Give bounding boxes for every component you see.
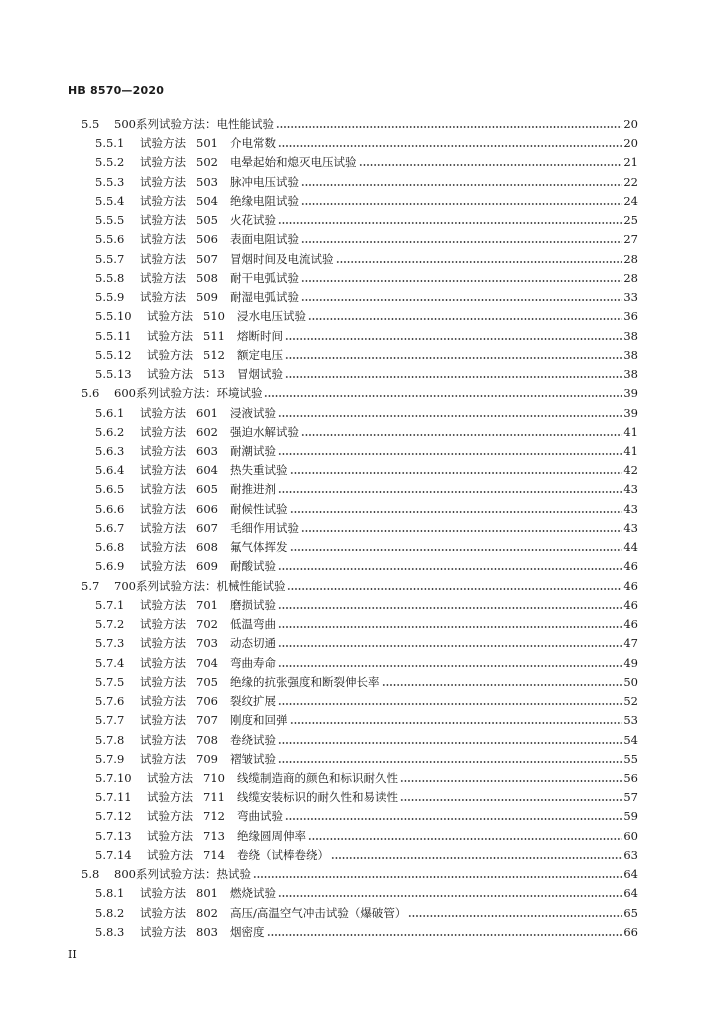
toc-entry-method-code: 713 — [203, 828, 225, 843]
toc-entry-page-number: 39 — [623, 386, 638, 401]
toc-entry — [0, 365, 638, 384]
toc-entry-method-code: 606 — [196, 501, 218, 516]
toc-entry-title: 刚度和回弹 — [230, 713, 288, 728]
toc-leader-dots — [290, 538, 623, 557]
toc-entry-title: 线缆安装标识的耐久性和易读性 — [237, 790, 398, 805]
toc-leader-dots — [285, 346, 622, 365]
toc-entry-label: 试验方法 — [140, 732, 186, 747]
toc-entry-title: 介电常数 — [230, 136, 276, 151]
toc-entry-method-code: 803 — [196, 924, 218, 939]
toc-entry-label: 试验方法 — [140, 751, 186, 766]
toc-leader-dots — [382, 673, 623, 692]
toc-leader-dots — [308, 307, 622, 326]
toc-leader-dots — [278, 134, 622, 153]
toc-entry-number: 5.7 — [81, 578, 100, 593]
toc-entry-number: 5.5 — [81, 117, 100, 131]
toc-leader-dots — [276, 115, 622, 134]
toc-entry-title: 熔断时间 — [237, 328, 283, 343]
toc-entry — [0, 153, 638, 172]
toc-entry-label: 试验方法 — [147, 328, 193, 343]
toc-entry-title: 高压/高温空气冲击试验（爆破管） — [230, 905, 407, 920]
toc-leader-dots — [408, 904, 622, 923]
toc-entry — [0, 769, 638, 788]
toc-entry-number: 5.7.14 — [95, 847, 132, 862]
toc-entry-label: 试验方法 — [140, 136, 186, 151]
toc-entry-label: 试验方法 — [140, 655, 186, 670]
toc-entry-title: 烟密度 — [230, 924, 265, 939]
toc-section-entry — [0, 865, 638, 884]
toc-entry-label: 试验方法 — [140, 443, 186, 458]
toc-entry-page-number: 66 — [623, 924, 638, 939]
toc-leader-dots — [301, 173, 622, 192]
toc-entry-method-code: 603 — [196, 443, 218, 458]
toc-entry-label: 试验方法 — [140, 886, 186, 901]
toc-entry-number: 5.8.1 — [95, 886, 125, 901]
toc-entry-page-number: 46 — [623, 617, 638, 632]
toc-entry — [0, 846, 638, 865]
toc-section-entry — [0, 577, 638, 596]
toc-entry-page-number: 24 — [623, 193, 638, 208]
toc-entry-label: 试验方法 — [147, 367, 193, 382]
toc-entry — [0, 480, 638, 499]
toc-leader-dots — [278, 404, 622, 423]
toc-leader-dots — [278, 442, 622, 461]
toc-leader-dots — [267, 923, 623, 942]
toc-entry-page-number: 64 — [623, 867, 638, 882]
toc-entry-number: 5.6.3 — [95, 443, 125, 458]
toc-leader-dots — [400, 788, 622, 807]
toc-entry-title: 热失重试验 — [230, 463, 288, 478]
toc-entry-method-code: 702 — [196, 617, 218, 632]
toc-entry-method-code: 509 — [196, 290, 218, 305]
toc-entry-method-code: 602 — [196, 424, 218, 439]
toc-entry-title: 700系列试验方法：机械性能试验 — [114, 578, 286, 593]
toc-entry-title: 氟气体挥发 — [230, 540, 288, 555]
toc-entry — [0, 307, 638, 326]
toc-leader-dots — [285, 327, 622, 346]
toc-entry-method-code: 708 — [196, 732, 218, 747]
toc-entry-title: 冒烟时间及电流试验 — [230, 251, 334, 266]
toc-entry-method-code: 801 — [196, 886, 218, 901]
toc-entry-page-number: 27 — [623, 232, 638, 247]
toc-leader-dots — [301, 423, 622, 442]
toc-entry-page-number: 41 — [623, 443, 638, 458]
toc-entry — [0, 788, 638, 807]
toc-entry-label: 试验方法 — [140, 540, 186, 555]
toc-leader-dots — [278, 634, 622, 653]
toc-entry-method-code: 704 — [196, 655, 218, 670]
toc-entry — [0, 807, 638, 826]
toc-entry-label: 试验方法 — [140, 559, 186, 574]
toc-entry-number: 5.6.6 — [95, 501, 125, 516]
toc-entry-number: 5.5.10 — [95, 309, 132, 324]
toc-entry-title: 耐潮试验 — [230, 443, 276, 458]
toc-entry-title: 弯曲试验 — [237, 809, 283, 824]
toc-entry-page-number: 63 — [623, 847, 638, 862]
toc-leader-dots — [285, 365, 622, 384]
toc-leader-dots — [400, 769, 622, 788]
toc-leader-dots — [336, 250, 623, 269]
toc-entry-label: 试验方法 — [140, 713, 186, 728]
toc-entry-page-number: 38 — [623, 328, 638, 343]
toc-entry-method-code: 706 — [196, 694, 218, 709]
toc-entry-number: 5.5.7 — [95, 251, 125, 266]
toc-entry-page-number: 43 — [623, 520, 638, 535]
toc-leader-dots — [359, 153, 623, 172]
toc-leader-dots — [278, 654, 622, 673]
toc-entry-method-code: 714 — [203, 847, 225, 862]
toc-entry-number: 5.5.5 — [95, 213, 125, 228]
toc-entry-number: 5.7.11 — [95, 790, 132, 805]
toc-entry-title: 额定电压 — [237, 347, 283, 362]
toc-entry-title: 电晕起始和熄灭电压试验 — [230, 155, 357, 170]
toc-entry-title: 动态切通 — [230, 636, 276, 651]
toc-entry-number: 5.6.5 — [95, 482, 125, 497]
toc-entry-title: 浸液试验 — [230, 405, 276, 420]
toc-entry-number: 5.6.7 — [95, 520, 125, 535]
toc-entry-label: 试验方法 — [140, 924, 186, 939]
toc-entry — [0, 211, 638, 230]
toc-leader-dots — [278, 211, 622, 230]
toc-entry-number: 5.5.8 — [95, 270, 125, 285]
toc-entry-number: 5.7.6 — [95, 694, 125, 709]
toc-leader-dots — [278, 615, 622, 634]
toc-entry-method-code: 802 — [196, 905, 218, 920]
toc-entry-label: 试验方法 — [140, 905, 186, 920]
toc-entry — [0, 827, 638, 846]
toc-entry — [0, 711, 638, 730]
toc-entry-label: 试验方法 — [147, 309, 193, 324]
toc-leader-dots — [285, 807, 622, 826]
toc-entry-label: 试验方法 — [140, 174, 186, 189]
toc-entry-number: 5.5.6 — [95, 232, 125, 247]
toc-entry-label: 试验方法 — [140, 155, 186, 170]
toc-entry-label: 试验方法 — [147, 347, 193, 362]
toc-entry-method-code: 511 — [203, 328, 225, 343]
toc-entry-method-code: 701 — [196, 597, 218, 612]
toc-entry-page-number: 20 — [623, 136, 638, 151]
toc-entry-number: 5.7.5 — [95, 674, 125, 689]
toc-entry-number: 5.7.4 — [95, 655, 125, 670]
toc-entry-number: 5.5.1 — [95, 136, 125, 151]
toc-entry-page-number: 64 — [623, 886, 638, 901]
toc-entry-method-code: 513 — [203, 367, 225, 382]
toc-entry-label: 试验方法 — [140, 482, 186, 497]
toc-leader-dots — [301, 230, 622, 249]
toc-entry-title: 绝缘电阻试验 — [230, 193, 299, 208]
toc-entry-number: 5.7.2 — [95, 617, 125, 632]
toc-entry — [0, 500, 638, 519]
toc-entry — [0, 327, 638, 346]
toc-entry-page-number: 46 — [623, 559, 638, 574]
toc-entry-number: 5.8 — [81, 867, 100, 882]
toc-leader-dots — [278, 750, 622, 769]
toc-leader-dots — [278, 692, 622, 711]
toc-entry-number: 5.5.3 — [95, 174, 125, 189]
toc-entry — [0, 404, 638, 423]
toc-entry-number: 5.6.8 — [95, 540, 125, 555]
toc-leader-dots — [278, 480, 622, 499]
toc-entry-page-number: 38 — [623, 367, 638, 382]
toc-entry-page-number: 33 — [623, 290, 638, 305]
toc-leader-dots — [290, 500, 623, 519]
toc-entry-number: 5.7.9 — [95, 751, 125, 766]
toc-section-entry — [0, 384, 638, 403]
toc-entry-number: 5.5.11 — [95, 328, 132, 343]
toc-entry — [0, 731, 638, 750]
toc-entry — [0, 134, 638, 153]
toc-entry-title: 绝缘的抗张强度和断裂伸长率 — [230, 674, 380, 689]
toc-entry-method-code: 501 — [196, 136, 218, 151]
toc-entry-page-number: 43 — [623, 501, 638, 516]
toc-entry-page-number: 56 — [623, 770, 638, 785]
toc-entry-method-code: 605 — [196, 482, 218, 497]
toc-entry-title: 脉冲电压试验 — [230, 174, 299, 189]
toc-entry — [0, 615, 638, 634]
toc-entry-label: 试验方法 — [140, 674, 186, 689]
toc-entry — [0, 269, 638, 288]
toc-entry-page-number: 53 — [623, 713, 638, 728]
toc-entry-page-number: 59 — [623, 809, 638, 824]
toc-entry-title: 绝缘圆周伸率 — [237, 828, 306, 843]
toc-entry-method-code: 502 — [196, 155, 218, 170]
toc-entry-page-number: 20 — [623, 117, 638, 131]
toc-entry-label: 试验方法 — [147, 828, 193, 843]
toc-entry-title: 褶皱试验 — [230, 751, 276, 766]
toc-entry — [0, 230, 638, 249]
toc-entry — [0, 192, 638, 211]
toc-entry-method-code: 512 — [203, 347, 225, 362]
toc-entry-number: 5.7.10 — [95, 770, 132, 785]
toc-entry — [0, 423, 638, 442]
toc-entry-page-number: 50 — [623, 674, 638, 689]
toc-entry-label: 试验方法 — [140, 290, 186, 305]
toc-entry-number: 5.5.9 — [95, 290, 125, 305]
toc-entry-method-code: 601 — [196, 405, 218, 420]
toc-section-entry — [0, 115, 638, 134]
toc-entry-label: 试验方法 — [140, 636, 186, 651]
toc-entry — [0, 346, 638, 365]
toc-entry-title: 低温弯曲 — [230, 617, 276, 632]
toc-entry-page-number: 54 — [623, 732, 638, 747]
toc-entry — [0, 288, 638, 307]
toc-entry-number: 5.7.3 — [95, 636, 125, 651]
toc-entry-number: 5.7.1 — [95, 597, 125, 612]
toc-leader-dots — [264, 384, 622, 403]
toc-entry-title: 燃烧试验 — [230, 886, 276, 901]
toc-entry-title: 耐推进剂 — [230, 482, 276, 497]
toc-entry-number: 5.5.4 — [95, 193, 125, 208]
toc-entry-title: 600系列试验方法：环境试验 — [114, 386, 263, 401]
toc-entry-number: 5.6.2 — [95, 424, 125, 439]
toc-entry-page-number: 52 — [623, 694, 638, 709]
toc-leader-dots — [301, 192, 622, 211]
toc-entry — [0, 923, 638, 942]
toc-entry-number: 5.6.1 — [95, 405, 125, 420]
toc-entry-number: 5.5.12 — [95, 347, 132, 362]
toc-leader-dots — [278, 557, 622, 576]
toc-entry-label: 试验方法 — [147, 770, 193, 785]
toc-entry — [0, 461, 638, 480]
toc-entry-label: 试验方法 — [147, 847, 193, 862]
toc-entry — [0, 538, 638, 557]
toc-entry-number: 5.7.13 — [95, 828, 132, 843]
toc-entry-label: 试验方法 — [140, 597, 186, 612]
toc-entry-number: 5.5.13 — [95, 367, 132, 382]
toc-entry-method-code: 510 — [203, 309, 225, 324]
toc-entry — [0, 250, 638, 269]
toc-entry-page-number: 41 — [623, 424, 638, 439]
toc-entry-page-number: 47 — [623, 636, 638, 651]
toc-entry — [0, 596, 638, 615]
toc-entry-method-code: 707 — [196, 713, 218, 728]
toc-entry-page-number: 21 — [623, 155, 638, 170]
toc-entry-page-number: 60 — [623, 828, 638, 843]
toc-entry-title: 耐酸试验 — [230, 559, 276, 574]
toc-entry-page-number: 28 — [623, 251, 638, 266]
document-code-header: HB 8570—2020 — [68, 84, 165, 97]
toc-entry-page-number: 44 — [623, 540, 638, 555]
toc-entry-page-number: 38 — [623, 347, 638, 362]
toc-entry — [0, 673, 638, 692]
toc-leader-dots — [308, 827, 622, 846]
page-number-footer: II — [68, 948, 77, 961]
toc-entry-title: 耐湿电弧试验 — [230, 290, 299, 305]
toc-entry-method-code: 609 — [196, 559, 218, 574]
toc-entry-method-code: 608 — [196, 540, 218, 555]
toc-entry-label: 试验方法 — [140, 213, 186, 228]
toc-leader-dots — [290, 461, 623, 480]
toc-entry-page-number: 55 — [623, 751, 638, 766]
toc-entry-label: 试验方法 — [140, 501, 186, 516]
toc-entry-label: 试验方法 — [140, 193, 186, 208]
table-of-contents — [0, 115, 638, 942]
toc-leader-dots — [278, 884, 622, 903]
toc-entry-number: 5.5.2 — [95, 155, 125, 170]
toc-entry-title: 浸水电压试验 — [237, 309, 306, 324]
toc-entry-label: 试验方法 — [147, 790, 193, 805]
toc-entry-method-code: 506 — [196, 232, 218, 247]
toc-entry-method-code: 505 — [196, 213, 218, 228]
toc-entry-label: 试验方法 — [140, 617, 186, 632]
toc-entry-title: 耐候性试验 — [230, 501, 288, 516]
toc-entry-label: 试验方法 — [140, 463, 186, 478]
toc-entry-number: 5.8.2 — [95, 905, 125, 920]
toc-entry — [0, 654, 638, 673]
toc-entry — [0, 634, 638, 653]
toc-entry-label: 试验方法 — [147, 809, 193, 824]
toc-entry — [0, 884, 638, 903]
toc-entry-title: 表面电阻试验 — [230, 232, 299, 247]
toc-entry — [0, 519, 638, 538]
toc-entry-number: 5.7.12 — [95, 809, 132, 824]
toc-entry-title: 磨损试验 — [230, 597, 276, 612]
toc-entry-label: 试验方法 — [140, 270, 186, 285]
toc-entry-number: 5.7.7 — [95, 713, 125, 728]
toc-entry-method-code: 703 — [196, 636, 218, 651]
toc-entry-number: 5.6 — [81, 386, 100, 401]
toc-entry — [0, 692, 638, 711]
toc-entry — [0, 442, 638, 461]
toc-entry-title: 冒烟试验 — [237, 367, 283, 382]
toc-entry-number: 5.7.8 — [95, 732, 125, 747]
toc-entry-title: 卷绕试验 — [230, 732, 276, 747]
toc-entry — [0, 904, 638, 923]
toc-leader-dots — [278, 596, 622, 615]
toc-entry-method-code: 705 — [196, 674, 218, 689]
toc-entry-title: 耐干电弧试验 — [230, 270, 299, 285]
toc-entry-method-code: 507 — [196, 251, 218, 266]
toc-entry-number: 5.6.9 — [95, 559, 125, 574]
toc-entry — [0, 750, 638, 769]
toc-leader-dots — [287, 577, 622, 596]
toc-leader-dots — [301, 519, 622, 538]
toc-leader-dots — [290, 711, 623, 730]
toc-entry-page-number: 57 — [623, 790, 638, 805]
toc-entry-label: 试验方法 — [140, 520, 186, 535]
toc-entry-title: 弯曲寿命 — [230, 655, 276, 670]
toc-entry-method-code: 508 — [196, 270, 218, 285]
toc-entry-title: 毛细作用试验 — [230, 520, 299, 535]
toc-leader-dots — [301, 269, 622, 288]
toc-entry-method-code: 503 — [196, 174, 218, 189]
toc-leader-dots — [253, 865, 622, 884]
toc-leader-dots — [278, 731, 622, 750]
toc-entry-method-code: 607 — [196, 520, 218, 535]
toc-entry-method-code: 710 — [203, 770, 225, 785]
toc-entry-page-number: 28 — [623, 270, 638, 285]
toc-entry-title: 强迫水解试验 — [230, 424, 299, 439]
toc-entry-page-number: 43 — [623, 482, 638, 497]
toc-entry-page-number: 46 — [623, 578, 638, 593]
toc-entry-title: 800系列试验方法：热试验 — [114, 867, 251, 882]
toc-entry-label: 试验方法 — [140, 251, 186, 266]
toc-entry-title: 线缆制造商的颜色和标识耐久性 — [237, 770, 398, 785]
toc-entry-page-number: 36 — [623, 309, 638, 324]
toc-entry-method-code: 604 — [196, 463, 218, 478]
toc-entry-page-number: 22 — [623, 174, 638, 189]
toc-entry-method-code: 709 — [196, 751, 218, 766]
toc-entry-page-number: 49 — [623, 655, 638, 670]
toc-leader-dots — [301, 288, 622, 307]
toc-entry-method-code: 711 — [203, 790, 225, 805]
toc-entry-label: 试验方法 — [140, 694, 186, 709]
toc-entry-title: 裂纹扩展 — [230, 694, 276, 709]
toc-entry-page-number: 46 — [623, 597, 638, 612]
toc-entry — [0, 173, 638, 192]
toc-entry-page-number: 42 — [623, 463, 638, 478]
toc-entry-title: 火花试验 — [230, 213, 276, 228]
toc-entry-number: 5.8.3 — [95, 924, 125, 939]
toc-entry-page-number: 25 — [623, 213, 638, 228]
toc-entry-page-number: 39 — [623, 405, 638, 420]
toc-entry-method-code: 504 — [196, 193, 218, 208]
toc-entry — [0, 557, 638, 576]
toc-entry-page-number: 65 — [623, 905, 638, 920]
toc-entry-label: 试验方法 — [140, 405, 186, 420]
toc-leader-dots — [331, 846, 622, 865]
toc-entry-label: 试验方法 — [140, 424, 186, 439]
toc-entry-title: 卷绕（试棒卷绕） — [237, 847, 329, 862]
toc-entry-number: 5.6.4 — [95, 463, 125, 478]
toc-entry-method-code: 712 — [203, 809, 225, 824]
toc-entry-title: 500系列试验方法：电性能试验 — [114, 117, 274, 131]
toc-entry-label: 试验方法 — [140, 232, 186, 247]
